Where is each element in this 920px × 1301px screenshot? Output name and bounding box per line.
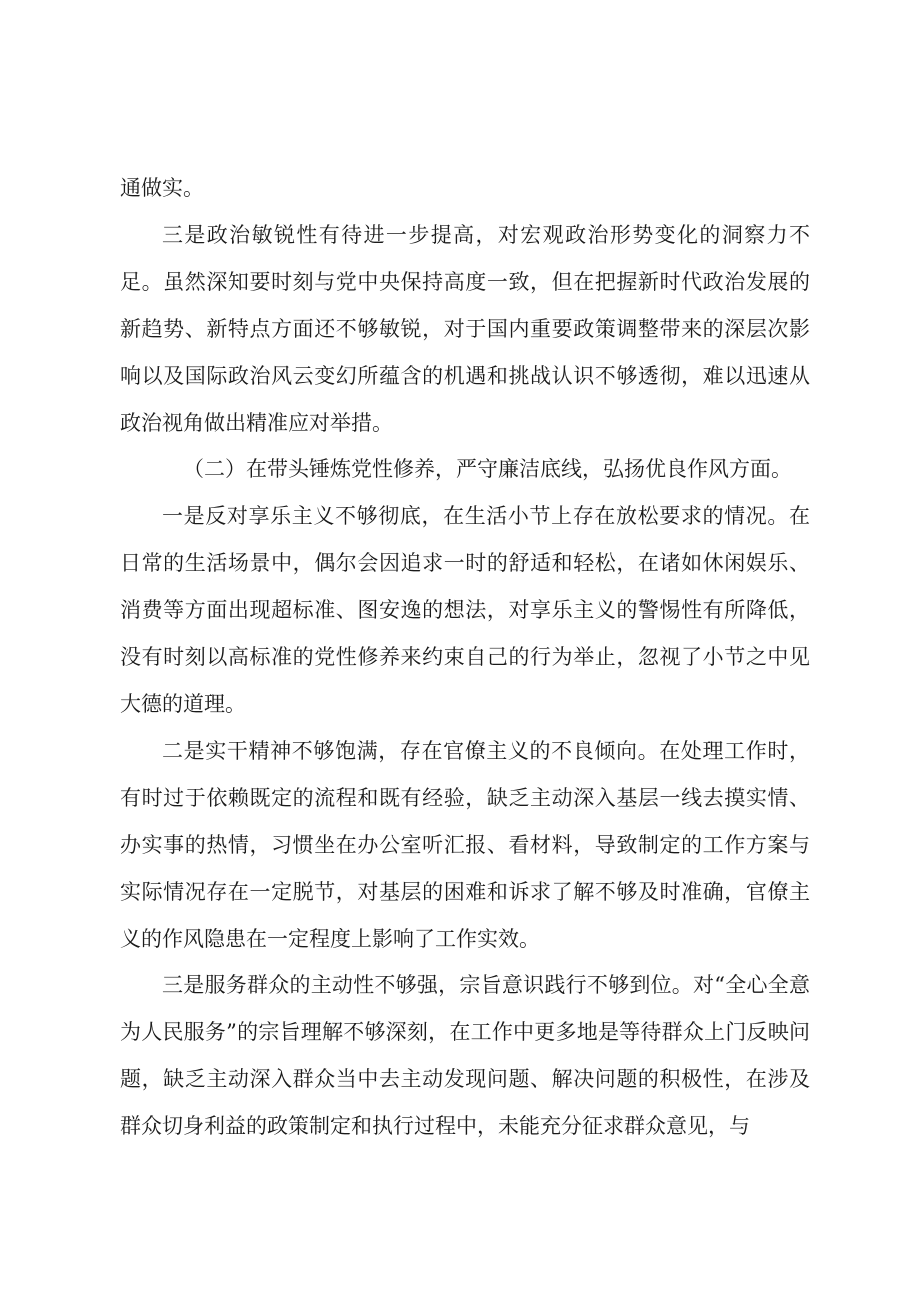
paragraph-hedonism: 一是反对享乐主义不够彻底，在生活小节上存在放松要求的情况。在日常的生活场景中，偶尔会因追求一时的舒适和轻松，在诸如休闲娱乐、消费等方面出现超标准、图安逸的想法，对享乐主义的警惕性有所降低，没有时刻以高标准的党性修养来约束自己的行为举止，忽视了小节之中见大德的道理。: [120, 504, 810, 716]
paragraph-political-sensitivity: 三是政治敏锐性有待进一步提高，对宏观政治形势变化的洞察力不足。虽然深知要时刻与党中央保持高度一致，但在把握新时代政治发展的新趋势、新特点方面还不够敏锐，对于国内重要政策调整带来的深层次影响以及国际政治风云变幻所蕴含的机遇和挑战认识不够透彻，难以迅速从政治视角做出精准应对举措。: [120, 222, 810, 435]
paragraph-serving-masses: 三是服务群众的主动性不够强，宗旨意识践行不够到位。对“全心全意为人民服务”的宗旨理解不够深刻，在工作中更多地是等待群众上门反映问题，缺乏主动深入群众当中去主动发现问题、解决问题的积极性，在涉及群众切身利益的政策制定和执行过程中，未能充分征求群众意见，与: [120, 973, 810, 1139]
paragraph-continuation: 通做实。: [120, 176, 204, 200]
paragraph-bureaucratism: 二是实干精神不够饱满，存在官僚主义的不良倾向。在处理工作时，有时过于依赖既定的流程和既有经验，缺乏主动深入基层一线去摸实情、办实事的热情，习惯坐在办公室听汇报、看材料，导致制定的工作方案与实际情况存在一定脱节，对基层的困难和诉求了解不够及时准确，官僚主义的作风隐患在一定程度上影响了工作实效。: [120, 738, 810, 951]
document-body: [120, 165, 810, 1150]
section-heading: （二）在带头锤炼党性修养，严守廉洁底线，弘扬优良作风方面。: [183, 457, 792, 482]
